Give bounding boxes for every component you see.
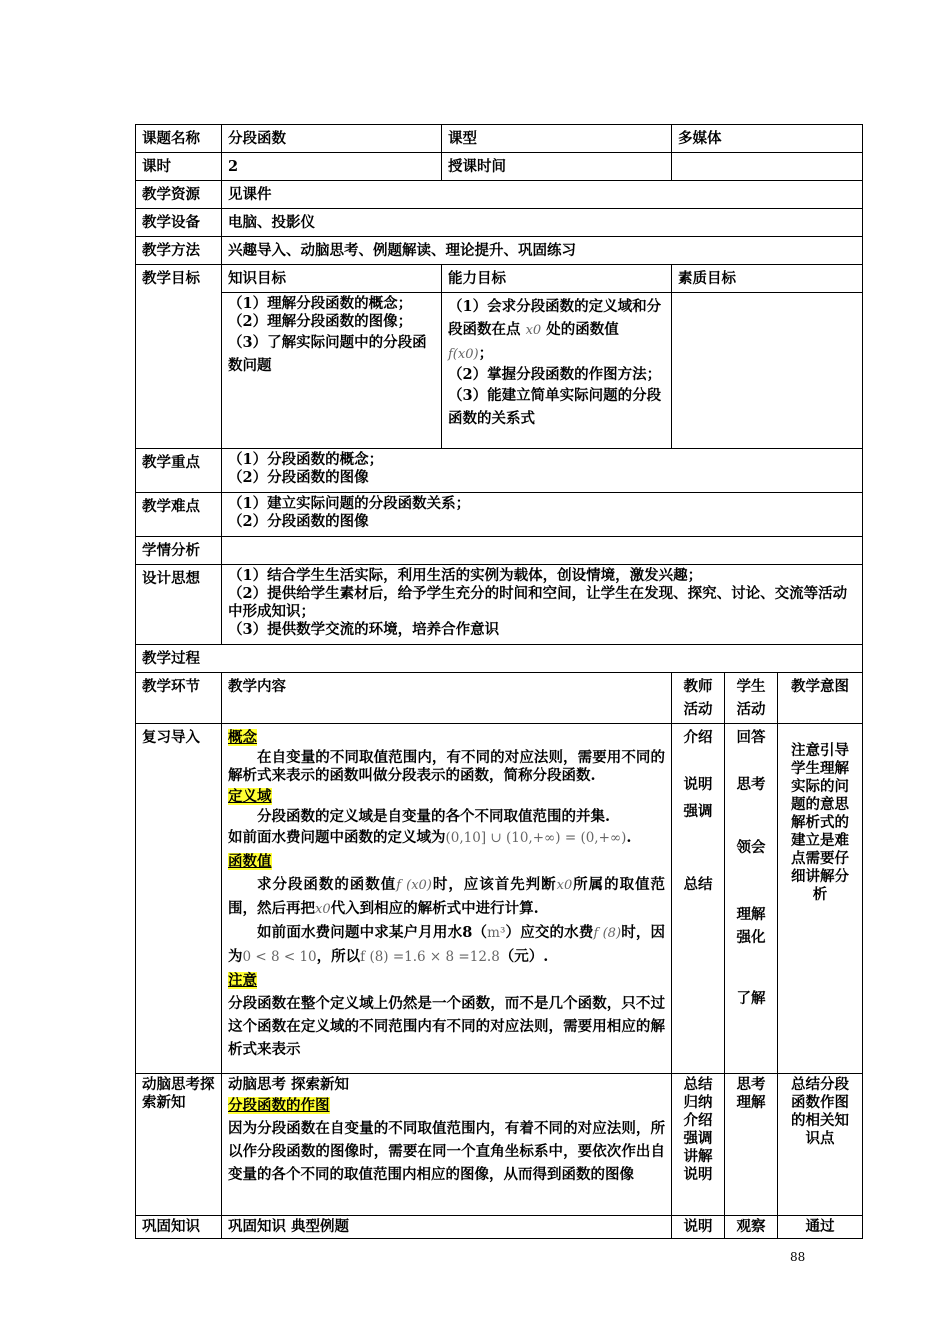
review-teacher-1: 介绍 (683, 729, 713, 746)
design-items (222, 565, 863, 645)
heading-concept: 概念 (228, 729, 257, 746)
ability-goal-1b: 处的函数值 (546, 321, 619, 338)
focus-items (222, 449, 863, 493)
value-text-a: 求分段函数的函数值 (257, 876, 397, 893)
resources-label: 教学资源 (136, 181, 222, 209)
goals-label: 教学目标 (136, 265, 222, 449)
row-difficulty (136, 493, 863, 537)
value-text-d: 代入到相应的解析式中进行计算. (330, 900, 539, 917)
consolidate-teacher: 说明 (672, 1216, 725, 1239)
consolidate-intent: 通过 (778, 1216, 863, 1239)
row-equipment (136, 209, 863, 237)
page-number: 88 (790, 1250, 806, 1264)
knowledge-goals (222, 293, 442, 449)
row-process-header (136, 673, 863, 724)
type-value: 多媒体 (672, 125, 863, 153)
row-design (136, 565, 863, 645)
note-text: 分段函数在整个定义域上仍然是一个函数，而不是几个函数，只不过这个函数在定义域的不同范围内有不同的对应法则，需要用相应的解析式来表示 (228, 995, 665, 1058)
heading-domain: 定义域 (228, 788, 272, 805)
knowledge-goal-3: （3）了解实际问题中的分段函数问题 (228, 334, 427, 374)
ability-goal-3: （3）能建立简单实际问题的分段函数的关系式 (448, 387, 662, 427)
col-teacher: 教师活动 (672, 673, 725, 724)
time-value (672, 153, 863, 181)
col-student: 学生活动 (725, 673, 778, 724)
review-teacher-2: 说明 (683, 776, 713, 793)
explore-content (222, 1074, 672, 1216)
example-text (228, 924, 665, 965)
ability-header: 能力目标 (442, 265, 672, 293)
value-x0: x0 (556, 878, 573, 893)
focus-item-2: （2）分段函数的图像 (228, 469, 369, 486)
ability-fx0: f(x0) (448, 347, 479, 362)
review-student-2: 思考 (736, 776, 766, 793)
explore-student: 思考理解 (725, 1074, 778, 1216)
example-text-d: ，所以 (316, 948, 361, 965)
quality-goals (672, 293, 863, 449)
review-student (725, 724, 778, 1074)
difficulty-items (222, 493, 863, 537)
value-x0-2: x0 (315, 902, 331, 917)
type-label: 课型 (442, 125, 672, 153)
heading-graph: 分段函数的作图 (228, 1097, 330, 1114)
value-fx0: f (x0) (396, 878, 432, 893)
review-student-4: 理解强化 (736, 906, 766, 946)
methods-label: 教学方法 (136, 237, 222, 265)
lesson-plan-table (135, 124, 863, 1239)
difficulty-item-1: （1）建立实际问题的分段函数关系； (228, 495, 471, 512)
row-title (136, 125, 863, 153)
review-teacher-4: 总结 (683, 876, 713, 893)
example-text-c: 时，因为 (228, 924, 666, 965)
row-goals-body (136, 293, 863, 449)
title-label: 课题名称 (136, 125, 222, 153)
difficulty-label: 教学难点 (136, 493, 222, 537)
process-label: 教学过程 (136, 645, 863, 673)
explore-title: 动脑思考 探索新知 (228, 1076, 350, 1093)
consolidate-title: 巩固知识 典型例题 (222, 1216, 672, 1239)
quality-header: 素质目标 (672, 265, 863, 293)
design-item-2: （2）提供给学生素材后，给予学生充分的时间和空间，让学生在发现、探究、讨论、交流等活动中形成知识； (228, 585, 848, 620)
explore-stage: 动脑思考探索新知 (136, 1074, 222, 1216)
example-text-e: （元）. (499, 948, 549, 965)
review-stage: 复习导入 (136, 724, 222, 1074)
review-teacher-3: 强调 (683, 803, 713, 820)
design-label: 设计思想 (136, 565, 222, 645)
time-label: 授课时间 (442, 153, 672, 181)
hours-label: 课时 (136, 153, 222, 181)
value-text-c: 所属的取值范围，然后再把 (228, 876, 666, 917)
focus-item-1: （1）分段函数的概念； (228, 451, 384, 468)
explore-intent: 总结分段函数作图的相关知识点 (778, 1074, 863, 1216)
concept-text: 在自变量的不同取值范围内，有不同的对应法则，需要用不同的解析式来表示的函数叫做分段表示的函数，简称分段函数. (228, 749, 665, 784)
example-ineq: 0 < 8 < 10 (242, 949, 317, 965)
analysis-label: 学情分析 (136, 537, 222, 565)
heading-note: 注意 (228, 972, 257, 989)
ability-goals (442, 293, 672, 449)
row-explore (136, 1074, 863, 1216)
example-unit: m³ (487, 925, 506, 941)
review-teacher (672, 724, 725, 1074)
resources-value: 见课件 (222, 181, 863, 209)
review-student-1: 回答 (736, 729, 766, 746)
domain-text: 分段函数的定义域是自变量的各个不同取值范围的并集. (257, 808, 611, 825)
row-resources (136, 181, 863, 209)
equipment-label: 教学设备 (136, 209, 222, 237)
col-stage: 教学环节 (136, 673, 222, 724)
row-hours (136, 153, 863, 181)
explore-text: 因为分段函数在自变量的不同取值范围内，有着不同的对应法则，所以作分段函数的图像时，需要在同一个直角坐标系中，要依次作出自变量的各个不同的取值范围内相应的图像，从而得到函数的图像 (228, 1120, 665, 1183)
analysis-value (222, 537, 863, 565)
hours-value: 2 (222, 153, 442, 181)
consolidate-stage: 巩固知识 (136, 1216, 222, 1239)
col-intent: 教学意图 (778, 673, 863, 724)
design-item-3: （3）提供数学交流的环境，培养合作意识 (228, 621, 500, 638)
knowledge-goal-1: （1）理解分段函数的概念； (228, 295, 413, 312)
review-intent: 注意引导学生理解实际的问题的意思解析式的建立是难点需要仔细讲解分析 (778, 724, 863, 1074)
heading-value: 函数值 (228, 853, 272, 870)
design-item-1: （1）结合学生生活实际，利用生活的实例为载体，创设情境，激发兴趣； (228, 567, 703, 584)
domain-example-end: . (626, 829, 632, 846)
ability-goal-2: （2）掌握分段函数的作图方法； (448, 366, 662, 383)
row-consolidate (136, 1216, 863, 1239)
methods-value: 兴趣导入、动脑思考、例题解读、理论提升、巩固练习 (222, 237, 863, 265)
ability-goal-1c: ； (478, 345, 494, 362)
explore-teacher: 总结归纳介绍强调讲解说明 (672, 1074, 725, 1216)
consolidate-student: 观察 (725, 1216, 778, 1239)
title-value: 分段函数 (222, 125, 442, 153)
row-methods (136, 237, 863, 265)
example-f8: f (8) (593, 926, 622, 941)
review-student-3: 领会 (736, 839, 766, 856)
row-review (136, 724, 863, 1074)
example-text-b: ）应交的水费 (505, 924, 594, 941)
ability-x0: x0 (525, 323, 542, 338)
value-text-b: 时，应该首先判断 (431, 876, 557, 893)
example-calc: f (8) =1.6 × 8 =12.8 (360, 949, 500, 965)
ability-goal-1a: （1）会求分段函数的定义域和分段函数在点 (448, 298, 662, 338)
focus-label: 教学重点 (136, 449, 222, 493)
knowledge-goal-2: （2）理解分段函数的图像； (228, 313, 413, 330)
review-content (222, 724, 672, 1074)
example-text-a: 如前面水费问题中求某户月用水8（ (257, 924, 488, 941)
row-process (136, 645, 863, 673)
col-content: 教学内容 (222, 673, 672, 724)
difficulty-item-2: （2）分段函数的图像 (228, 513, 369, 530)
domain-formula: (0,10] ∪ (10,+∞) = (0,+∞) (445, 830, 627, 846)
row-focus (136, 449, 863, 493)
domain-example-text: 如前面水费问题中函数的定义域为 (228, 829, 446, 846)
knowledge-header: 知识目标 (222, 265, 442, 293)
value-text (228, 876, 665, 917)
domain-example (228, 829, 631, 846)
row-goals-header (136, 265, 863, 293)
review-student-5: 了解 (736, 990, 766, 1007)
row-analysis (136, 537, 863, 565)
equipment-value: 电脑、投影仪 (222, 209, 863, 237)
